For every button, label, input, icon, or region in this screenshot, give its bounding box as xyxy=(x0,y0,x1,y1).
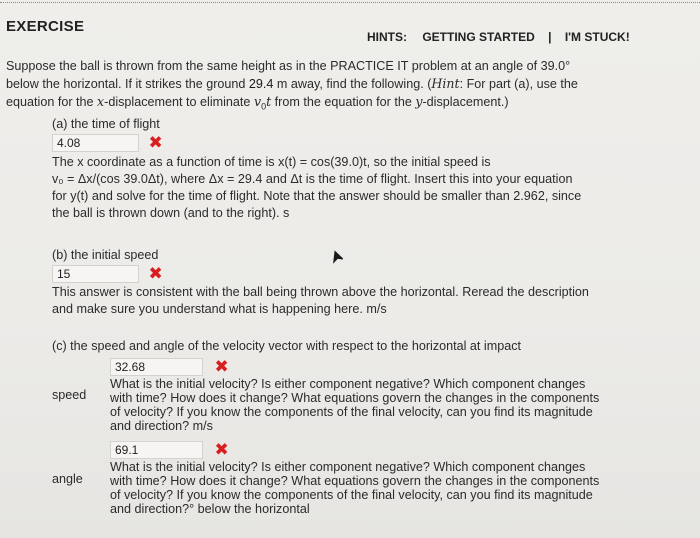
part-a-answer-field[interactable]: 4.08 xyxy=(52,134,139,152)
incorrect-icon: ✖ xyxy=(148,264,163,283)
speed-feedback: What is the initial velocity? Is either component negative? Which component changes with time? How does it change? What equations govern the changes in the components of velocity? If you know the components of the final velocity, can you find its magnitude and direction? m/s xyxy=(110,377,600,433)
intro-line-3: equation for the x-displacement to eliminate $v_0t$ from the equation for the y-displacement.) xyxy=(6,94,509,112)
angle-feedback: What is the initial velocity? Is either component negative? Which component changes with time? How does it change? What equations govern the changes in the components of velocity? If you know the components of the final velocity, can you find its magnitude and direction?° below the horizontal xyxy=(110,460,600,516)
part-a-feedback: The x coordinate as a function of time is x(t) = cos(39.0)t, so the initial speed is v₀ = Δx/(cos 39.0Δt), where Δx = 29.4 and Δt is the time of flight. Insert this into your equation for y(t) and solve for the time of flight. Note that the answer should be smaller than 2.962, since the ball is thrown down (and to the right). s xyxy=(52,155,582,220)
part-c-label: (c) the speed and angle of the velocity vector with respect to the horizontal at impact xyxy=(52,339,522,353)
distance-value: 29.4 xyxy=(248,77,274,91)
hints-label: HINTS: xyxy=(367,30,407,44)
angle-row xyxy=(110,441,599,516)
part-b-feedback: This answer is consistent with the ball being thrown above the horizontal. Reread the description and make sure you understand what is happening here. m/s xyxy=(52,285,589,316)
intro-line-2: below the horizontal. If it strikes the ground 29.4 m away, find the following. (Hint: For part (a), use the xyxy=(6,76,578,91)
getting-started-link[interactable]: GETTING STARTED xyxy=(422,30,535,44)
part-b-label: (b) the initial speed xyxy=(52,248,159,262)
im-stuck-link[interactable]: I'M STUCK! xyxy=(564,30,630,44)
part-a-label: (a) the time of flight xyxy=(52,117,160,131)
exercise-header xyxy=(6,18,690,44)
incorrect-icon: ✖ xyxy=(214,440,229,459)
part-b xyxy=(52,247,589,318)
incorrect-icon: ✖ xyxy=(214,357,229,376)
speed-label: speed xyxy=(52,388,87,402)
hints-bar xyxy=(367,30,630,44)
exercise-title: EXERCISE xyxy=(6,18,85,35)
speed-answer-field[interactable]: 32.68 xyxy=(110,358,203,376)
angle-answer-field[interactable]: 69.1 xyxy=(110,441,203,459)
mouse-cursor-icon xyxy=(331,250,343,264)
hints-separator: | xyxy=(548,30,552,44)
part-b-answer-field[interactable]: 15 xyxy=(52,265,139,283)
incorrect-icon: ✖ xyxy=(148,133,163,152)
angle-label: angle xyxy=(52,472,83,486)
part-c xyxy=(52,338,521,355)
speed-row xyxy=(110,358,599,433)
part-a xyxy=(52,116,581,222)
problem-statement xyxy=(6,58,626,116)
intro-line-1: Suppose the ball is thrown from the same height as in the PRACTICE IT problem at an angle of 39.0° xyxy=(6,59,571,73)
top-dotted-border xyxy=(0,2,700,3)
